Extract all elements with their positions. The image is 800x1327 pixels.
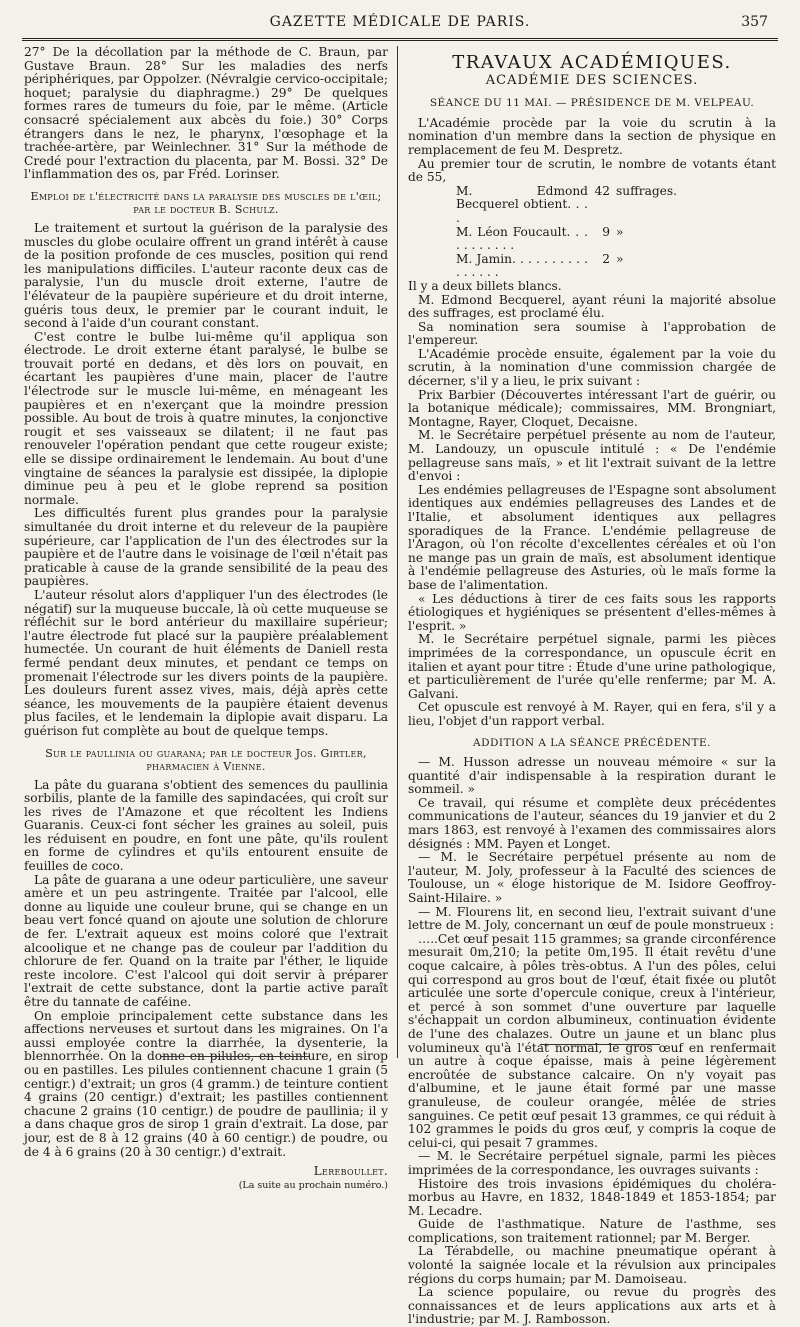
end-rule-right	[540, 1044, 660, 1045]
page-header	[22, 14, 778, 36]
end-rule-left	[160, 1056, 310, 1057]
vote-row	[456, 226, 696, 253]
paragraph: La pâte de guarana a une odeur particulière, une saveur amère et un peu astringente. Traitée par l'alcool, elle donne au liquide une couleur brune, qui se change en un beau vert foncé quand on ajoute une solution de chlorure de fer. L'extrait aqueux est moins coloré que l'extrait alcoolique et ne change pas de couleur par l'addition du chlorure de fer. Quand on la traite par l'éther, le liquide reste incolore. C'est l'alcool qui doit servir à préparer l'extrait de cette substance, dont la partie active paraît être du tannate de caféine.	[24, 872, 388, 1009]
author-signature: Lereboullet.	[313, 1164, 388, 1179]
paragraph: Cet opuscule est renvoyé à M. Rayer, qui en fera, s'il y a lieu, l'objet d'un rapport verbal.	[408, 700, 776, 728]
section-heading: TRAVAUX ACADÉMIQUES.	[452, 52, 732, 73]
paragraph: Prix Barbier (Découvertes intéressant l'art de guérir, ou la botanique médicale); commissaires, MM. Brongniart, Montagne, Rayer, Cloquet, Decaisne.	[408, 387, 776, 429]
paragraph: — M. Flourens lit, en second lieu, l'extrait suivant d'une lettre de M. Joly, concernant un œuf de poule monstrueux :	[408, 904, 776, 933]
section-title-electricity: Emploi de l'électricité dans la paralysie des muscles de l'œil; par le docteur B. Schulz.	[30, 189, 382, 216]
paragraph: M. le Secrétaire perpétuel signale, parmi les pièces imprimées de la correspondance, un opuscule écrit en italien et ayant pour titre : Étude d'une urine pathologique, et particulièrement de l'urée qu'elle renferme; par M. A. Galvani.	[408, 632, 776, 701]
paragraph: …..Cet œuf pesait 115 grammes; sa grande circonférence mesurait 0m,210; la petite 0m,195. Il était revêtu d'une coque calcaire, à pôles très-obtus. A l'un des pôles, celui qui correspond au gros bout de l'œuf, était fixée ou plutôt articulée une sorte d'opercule conique, creux à l'intérieur, et percé à son sommet d'une ouverture par laquelle s'échappait un cordon albumineux, continuation évidente de l'une des chalazes. Outre un jaune et un blanc plus volumineux qu'à l'état normal, le gros œuf en renfermait un autre à coque épaisse, mais à peine légèrement encroûtée de substance calcaire. On n'y voyait pas d'albumine, et le jaune était formé par une masse granuleuse, de couleur orangée, mêlée de stries sanguines. Ce petit œuf pesait 13 grammes, ce qui réduit à 102 grammes le poids du gros œuf, y compris la coque de celui-ci, qui pesait 7 grammes.	[408, 931, 776, 1150]
vote-name: M. Léon Foucault. . . . . . . . . . .	[456, 224, 588, 253]
paragraph: — M. le Secrétaire perpétuel présente au nom de l'auteur, M. Joly, professeur à la Faculté des sciences de Toulouse, un « éloge historique de M. Isidore Geoffroy-Saint-Hilaire. »	[408, 850, 776, 906]
addition-heading: ADDITION A LA SÉANCE PRÉCÉDENTE.	[473, 736, 711, 749]
paragraph: Ce travail, qui résume et complète deux précédentes communications de l'auteur, séances du 19 janvier et du 2 mars 1863, est renvoyé à l'examen des commissaires alors désignés : MM. Payen et Longet.	[408, 795, 776, 851]
paragraph: M. Edmond Becquerel, ayant réuni la majorité absolue des suffrages, est proclamé élu.	[408, 292, 776, 321]
paragraph: Sa nomination sera soumise à l'approbation de l'empereur.	[408, 319, 776, 348]
vote-unit: suffrages.	[616, 183, 677, 198]
vote-name: M. Edmond Becquerel obtient. . . .	[456, 183, 588, 225]
vote-count: 9	[602, 224, 610, 239]
paragraph: — M. Husson adresse un nouveau mémoire « sur la quantité d'air indispensable à la respiration durant le sommeil. »	[408, 755, 776, 797]
book-title: Histoire des trois invasions épidémiques du choléra-morbus au Havre, en 1832, 1848-1849 et 1853-1854; par M. Lecadre.	[408, 1176, 776, 1218]
paragraph: — M. le Secrétaire perpétuel signale, parmi les pièces imprimées de la correspondance, les ouvrages suivants :	[408, 1149, 776, 1177]
seance-line: SÉANCE DU 11 MAI. — PRÉSIDENCE DE M. VELPEAU.	[429, 97, 755, 110]
paragraph: Les endémies pellagreuses de l'Espagne sont absolument identiques aux endémies pellagreuses des Landes et de l'Italie, et absolument identiques aux pellagres sporadiques de la France. L'endémie pellagreuse de l'Aragon, où l'on récolte d'excellentes céréales et où l'on ne mange pas un grain de maïs, est absolument identique à l'endémie pellagreuse des Asturies, où le maïs forme la base de l'alimentation.	[408, 482, 776, 592]
paragraph: Au premier tour de scrutin, le nombre de votants étant de 55,	[408, 156, 776, 185]
vote-unit: »	[616, 251, 624, 266]
paragraph: L'auteur résolut alors d'appliquer l'un des électrodes (le négatif) sur la muqueuse buccale, là où cette muqueuse se réfléchit sur le bord antérieur du maxillaire supérieur; l'autre électrode fut placé sur la paupière préalablement humectée. Un courant de huit éléments de Daniell resta fermé pendant deux minutes, et pendant ce temps on promenait l'électrode sur les divers points de la paupière. Les douleurs furent assez vives, mais, déjà après cette séance, les mouvements de la paupière étaient devenus plus faciles, et le lendemain la diplopie avait disparu. La guérison fut complète au bout de quelque temps.	[24, 587, 388, 738]
continued-note: (La suite au prochain numéro.)	[238, 1179, 388, 1191]
paragraph: L'Académie procède ensuite, également par la voie du scrutin, à la nomination d'une commission chargée de décerner, s'il y a lieu, le prix suivant :	[408, 346, 776, 389]
journal-title: GAZETTE MÉDICALE DE PARIS.	[269, 14, 531, 30]
vote-unit: »	[616, 224, 624, 239]
article-list-continued: 27° De la décollation par la méthode de C. Braun, par Gustave Braun. 28° Sur les maladies des nerfs périphériques, par Oppolzer. (Névralgie cervico-occipitale; hoquet; paralysie du diaphragme.) 29° De quelques formes rares de tumeurs du foie, par le même. (Article consacré spécialement aux abcès du foie.) 30° Corps étrangers dans le nez, le pharynx, l'œsophage et la trachée-artère, par Weinlechner. 31° Sur la méthode de Credé pour l'extraction du placenta, par M. Bossi. 32° De l'inflammation des os, par Fréd. Lorinser.	[24, 45, 388, 182]
header-rule	[22, 38, 778, 41]
vote-row	[456, 185, 696, 226]
paragraph: Les difficultés furent plus grandes pour la paralysie simultanée du droit interne et du releveur de la paupière supérieure, car l'application de l'un des électrodes sur la paupière et de l'autre dans le voisinage de l'œil n'était pas praticable à cause de la grande sensibilité de la peau des paupières.	[24, 506, 388, 589]
book-title: Guide de l'asthmatique. Nature de l'asthme, ses complications, son traitement rationnel; par M. Berger.	[408, 1217, 776, 1245]
paragraph: L'Académie procède par la voie du scrutin à la nomination d'un membre dans la section de physique en remplacement de feu M. Despretz.	[408, 115, 776, 157]
column-separator	[397, 46, 398, 1058]
paragraph: Il y a deux billets blancs.	[408, 278, 562, 293]
left-column	[24, 46, 388, 1192]
section-title-guarana: Sur le paullinia ou guarana; par le docteur Jos. Girtler, pharmacien à Vienne.	[45, 746, 367, 773]
vote-count: 2	[602, 251, 610, 266]
page-number: 357	[741, 14, 768, 30]
paragraph: La pâte du guarana s'obtient des semences du paullinia sorbilis, plante de la famille des sapindacées, qui croît sur les rives de l'Amazone et que récoltent les Indiens Guaranis. Ceux-ci font sécher les graines au soleil, puis les réduisent en poudre, en font une pâte, qu'ils roulent en forme de cylindres et qu'ils entourent ensuite de feuilles de coco.	[24, 777, 388, 874]
paragraph: On emploie principalement cette substance dans les affections nerveuses et surtout dans les migraines. On l'a aussi employée contre la diarrhée, la dysenterie, la blennorrhée. On la donne en pilules, en teinture, en sirop ou en pastilles. Les pilules contiennent chacune 1 grain (5 centigr.) d'extrait; un gros (4 gramm.) de teinture contient 4 grains (20 centigr.) d'extrait; les pastilles contiennent chacune 2 grains (10 centigr.) de poudre de paullinia; il y a dans chaque gros de sirop 1 grain d'extrait. La dose, par jour, est de 8 à 12 grains (40 à 60 centigr.) de poudre, ou de 4 à 6 grains (20 à 30 centigr.) d'extrait.	[24, 1008, 388, 1159]
paragraph: « Les déductions à tirer de ces faits sous les rapports étiologiques et hygiéniques se présentent d'elles-mêmes à l'esprit. »	[408, 591, 776, 633]
academy-heading: ACADÉMIE DES SCIENCES.	[485, 72, 699, 88]
vote-count: 42	[594, 183, 610, 198]
book-title: La science populaire, ou revue du progrès des connaissances et de leurs applications aux arts et à l'industrie; par M. J. Rambosson.	[408, 1285, 776, 1327]
paragraph: M. le Secrétaire perpétuel présente au nom de l'auteur, M. Landouzy, un opuscule intitulé : « De l'endémie pellagreuse sans maïs, » et lit l'extrait suivant de la lettre d'envoi :	[408, 428, 776, 484]
paragraph: Le traitement et surtout la guérison de la paralysie des muscles du globe oculaire offrent un grand intérêt à cause de la position profonde de ces muscles, position qui rend les manipulations difficiles. L'auteur raconte deux cas de paralysie, l'un du muscle droit externe, l'autre de l'élévateur de la paupière supérieure et du droit interne, guéris tous deux, le premier par le courant induit, le second à l'aide d'un courant constant.	[24, 220, 388, 331]
vote-row	[456, 253, 696, 280]
vote-name: M. Jamin. . . . . . . . . . . . . . . .	[456, 251, 588, 280]
right-column	[408, 46, 776, 1327]
book-title: La Térabdelle, ou machine pneumatique opérant à volonté la saignée locale et la révulsion aux principales régions du corps humain; par M. Damoiseau.	[408, 1244, 776, 1286]
paragraph: C'est contre le bulbe lui-même qu'il appliqua son électrode. Le droit externe étant paralysé, le bulbe se trouvait porté en dedans, et dès lors on pouvait, en écartant les paupières d'une main, placer de l'autre l'électrode sur le muscle lui-même, en ménageant les paupières et en n'exerçant que la moindre pression possible. Au bout de trois à quatre minutes, la conjonctive rougit et ses vaisseaux se dilatent; il ne faut pas renouveler l'opération pendant que cette rougeur existe; elle se dissipe ordinairement le lendemain. Au bout d'une vingtaine de séances la paralysie est dissipée, la diplopie diminue peu à peu et le globe reprend sa position normale.	[24, 329, 388, 507]
